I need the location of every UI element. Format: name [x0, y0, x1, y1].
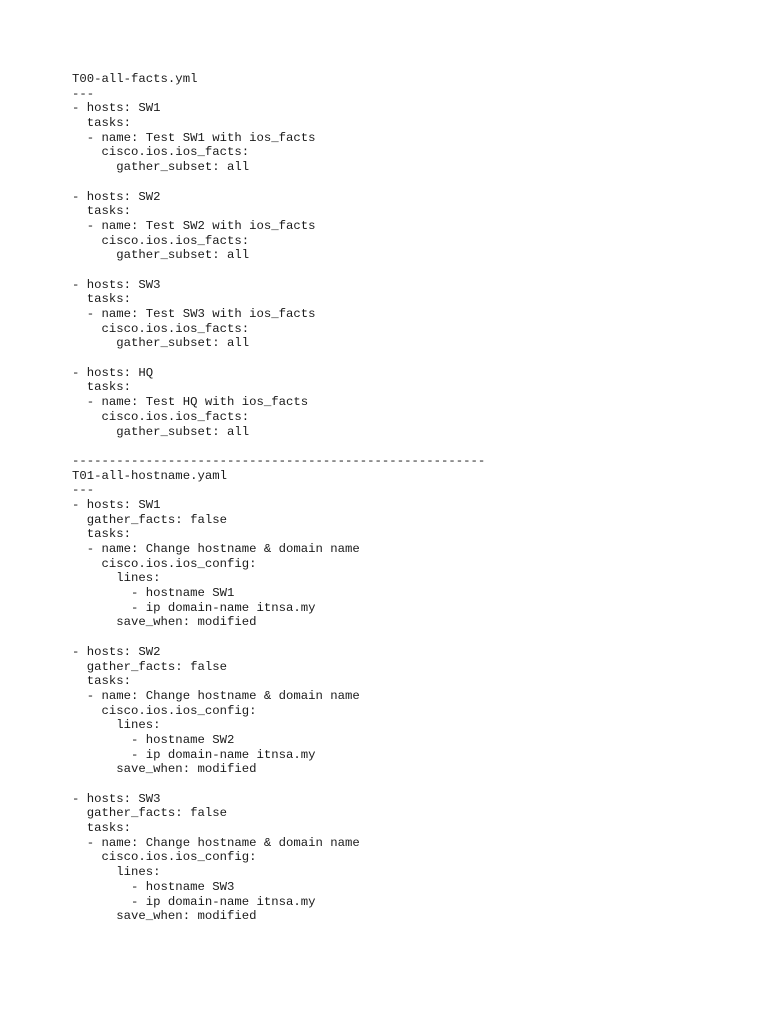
code-line: gather_subset: all — [72, 248, 250, 263]
code-line: T00-all-facts.yml — [72, 72, 198, 86]
code-block — [72, 72, 712, 924]
code-line: lines: — [72, 571, 161, 586]
code-line: tasks: — [72, 674, 132, 689]
code-line: - name: Change hostname & domain name — [72, 835, 360, 850]
code-line: gather_facts: false — [72, 512, 227, 527]
code-line: gather_subset: all — [72, 424, 250, 439]
code-line: cisco.ios.ios_config: — [72, 556, 257, 571]
code-line: tasks: — [72, 527, 132, 542]
code-line: save_when: modified — [72, 909, 257, 924]
code-line: - hosts: SW2 — [72, 644, 161, 659]
code-line: cisco.ios.ios_facts: — [72, 321, 250, 336]
code-line: save_when: modified — [72, 615, 257, 630]
code-line: - ip domain-name itnsa.my — [72, 894, 316, 909]
code-line: gather_facts: false — [72, 806, 227, 821]
code-line: - hostname SW1 — [72, 586, 235, 601]
code-line — [72, 777, 712, 792]
code-line — [72, 175, 712, 190]
code-line: lines: — [72, 865, 161, 880]
code-line: - hosts: SW3 — [72, 277, 161, 292]
code-line — [72, 630, 712, 645]
code-line — [72, 439, 712, 454]
code-line — [72, 263, 712, 278]
code-line: - hosts: SW2 — [72, 189, 161, 204]
code-line: - name: Change hostname & domain name — [72, 688, 360, 703]
code-line: - hosts: SW1 — [72, 497, 161, 512]
code-line: -------------------------------------------------------- — [72, 453, 486, 468]
code-line: - hosts: SW3 — [72, 791, 161, 806]
code-line: - name: Test SW2 with ios_facts — [72, 218, 316, 233]
code-line: save_when: modified — [72, 762, 257, 777]
code-line: tasks: — [72, 116, 132, 131]
code-line: T01-all-hostname.yaml — [72, 468, 227, 483]
code-line: - name: Test HQ with ios_facts — [72, 395, 309, 410]
code-line: gather_subset: all — [72, 160, 250, 175]
code-line — [72, 351, 712, 366]
code-line: gather_facts: false — [72, 659, 227, 674]
code-line: --- — [72, 483, 95, 498]
code-line: - hosts: HQ — [72, 365, 154, 380]
code-line: cisco.ios.ios_config: — [72, 703, 257, 718]
code-line: - name: Change hostname & domain name — [72, 542, 360, 556]
document-page — [72, 72, 712, 924]
code-line: - name: Test SW3 with ios_facts — [72, 307, 316, 321]
code-line: cisco.ios.ios_config: — [72, 850, 257, 865]
code-line: - ip domain-name itnsa.my — [72, 747, 316, 762]
code-line: tasks: — [72, 204, 132, 219]
code-line: - name: Test SW1 with ios_facts — [72, 130, 316, 145]
code-line: --- — [72, 86, 95, 101]
code-line: - ip domain-name itnsa.my — [72, 600, 316, 615]
code-line: cisco.ios.ios_facts: — [72, 409, 250, 424]
code-line: cisco.ios.ios_facts: — [72, 233, 250, 248]
code-line: tasks: — [72, 821, 132, 836]
code-line: tasks: — [72, 292, 132, 307]
code-line: - hosts: SW1 — [72, 101, 161, 116]
code-line: tasks: — [72, 380, 132, 395]
code-line: - hostname SW2 — [72, 732, 235, 747]
code-line: cisco.ios.ios_facts: — [72, 145, 250, 160]
code-line: - hostname SW3 — [72, 879, 235, 894]
code-line: lines: — [72, 718, 161, 733]
code-line: gather_subset: all — [72, 336, 250, 351]
